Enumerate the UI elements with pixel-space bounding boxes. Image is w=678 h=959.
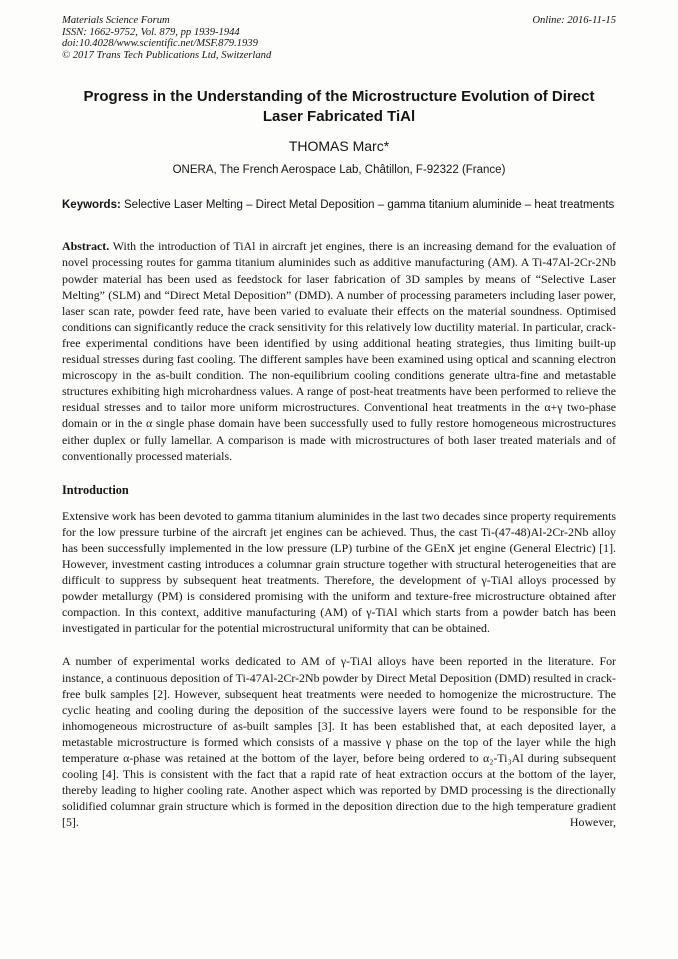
keywords-line: [62, 198, 616, 213]
abstract-label: Abstract.: [62, 239, 110, 254]
author-affiliation: ONERA, The French Aerospace Lab, Châtillon, F-92322 (France): [172, 164, 506, 177]
keywords-text: Selective Laser Melting – Direct Metal Deposition – gamma titanium aluminide – heat treatments: [124, 199, 615, 212]
author-name: THOMAS Marc*: [288, 138, 390, 155]
journal-copyright-line: © 2017 Trans Tech Publications Ltd, Switzerland: [62, 49, 272, 61]
abstract-paragraph: [62, 238, 616, 463]
journal-issn-line: ISSN: 1662-9752, Vol. 879, pp 1939-1944: [62, 26, 240, 38]
journal-doi-line: doi:10.4028/www.scientific.net/MSF.879.1939: [62, 38, 258, 50]
journal-name: Materials Science Forum: [62, 15, 170, 26]
keywords-label: Keywords:: [62, 199, 121, 212]
abstract-text: With the introduction of TiAl in aircraft jet engines, there is an increasing demand for the evaluation of novel processing routes for gamma titanium aluminides such as additive manufacturing (AM). A Ti-47Al-2Cr-2Nb powder material has been used as feedstock for laser fabrication of 3D samples by means of “Selective Laser Melting” (SLM) and “Direct Metal Deposition” (DMD). A number of processing parameters including laser power, laser scan rate, powder feed rate, have been varied to evaluate their effects on the material soundness. Optimised conditions can significantly reduce the crack sensitivity for this relatively low ductility material. In particular, crack-free experimental conditions have been identified by using additional heating strategies, thus limiting built-up residual stresses during fast cooling. The different samples have been examined using optical and scanning electron microscopy in the as-built condition. The non-equilibrium cooling conditions generate ultra-fine and metastable structures exhibiting high microhardness values. A range of post-heat treatments have been performed to relieve the residual stresses and to tailor more uniform microstructures. Conventional heat treatments in the α+γ two-phase domain or in the α single phase domain have been successfully used to fully restore homogeneous microstructures either duplex or fully lamellar. A comparison is made with microstructures of both laser treated materials and of conventionally processed materials.: [62, 239, 616, 463]
section-heading-introduction: Introduction: [62, 482, 129, 497]
introduction-paragraph-2: A number of experimental works dedicated to AM of γ-TiAl alloys have been reported in the literature. For instance, a continuous deposition of Ti-47Al-2Cr-2Nb powder by Direct Metal Deposition (DMD) resulted in crack-free bulk samples [2]. However, subsequent heat treatments were needed to homogenize the microstructure. The cyclic heating and cooling during the deposition of the successive layers were found to be responsible for the inhomogeneous microstructure of as-built samples [3]. It has been established that, at each deposited layer, a metastable microstructure is formed which consists of a massive γ phase on the top of the layer while the high temperature α-phase was retained at the bottom of the layer, before being ordered to α₂-Ti₃Al during subsequent cooling [4]. This is consistent with the fact that a rapid rate of heat extraction occurs at the bottom of the layer, thereby leading to higher cooling rate. Another aspect which was reported by DMD processing is the directionally solidified columnar grain structure which is formed in the deposition direction due to the high temperature gradient [5]. However,: [62, 654, 616, 830]
introduction-paragraph-1: Extensive work has been devoted to gamma titanium aluminides in the last two decades since property requirements for the low pressure turbine of the aircraft jet engines can be achieved. Thus, the cast Ti-(47-48)Al-2Cr-2Nb alloy has been successfully implemented in the low pressure (LP) turbine of the GEnX jet engine (General Electric) [1]. However, investment casting introduces a columnar grain structure together with structural heterogeneities that are difficult to suppress by subsequent heat treatments. Therefore, the development of γ-TiAl alloys processed by powder metallurgy (PM) is considered promising with the uniform and texture-free microstructure obtained after compaction. In this context, additive manufacturing (AM) of γ-TiAl which starts from a powder batch has been investigated in particular for the potential microstructural uniformity that can be obtained.: [62, 508, 616, 636]
journal-info-block: [62, 15, 271, 61]
journal-header: [62, 15, 616, 61]
online-date: Online: 2016-11-15: [532, 15, 616, 26]
paper-title: Progress in the Understanding of the Microstructure Evolution of Direct Laser Fabricated TiAl: [83, 88, 595, 126]
